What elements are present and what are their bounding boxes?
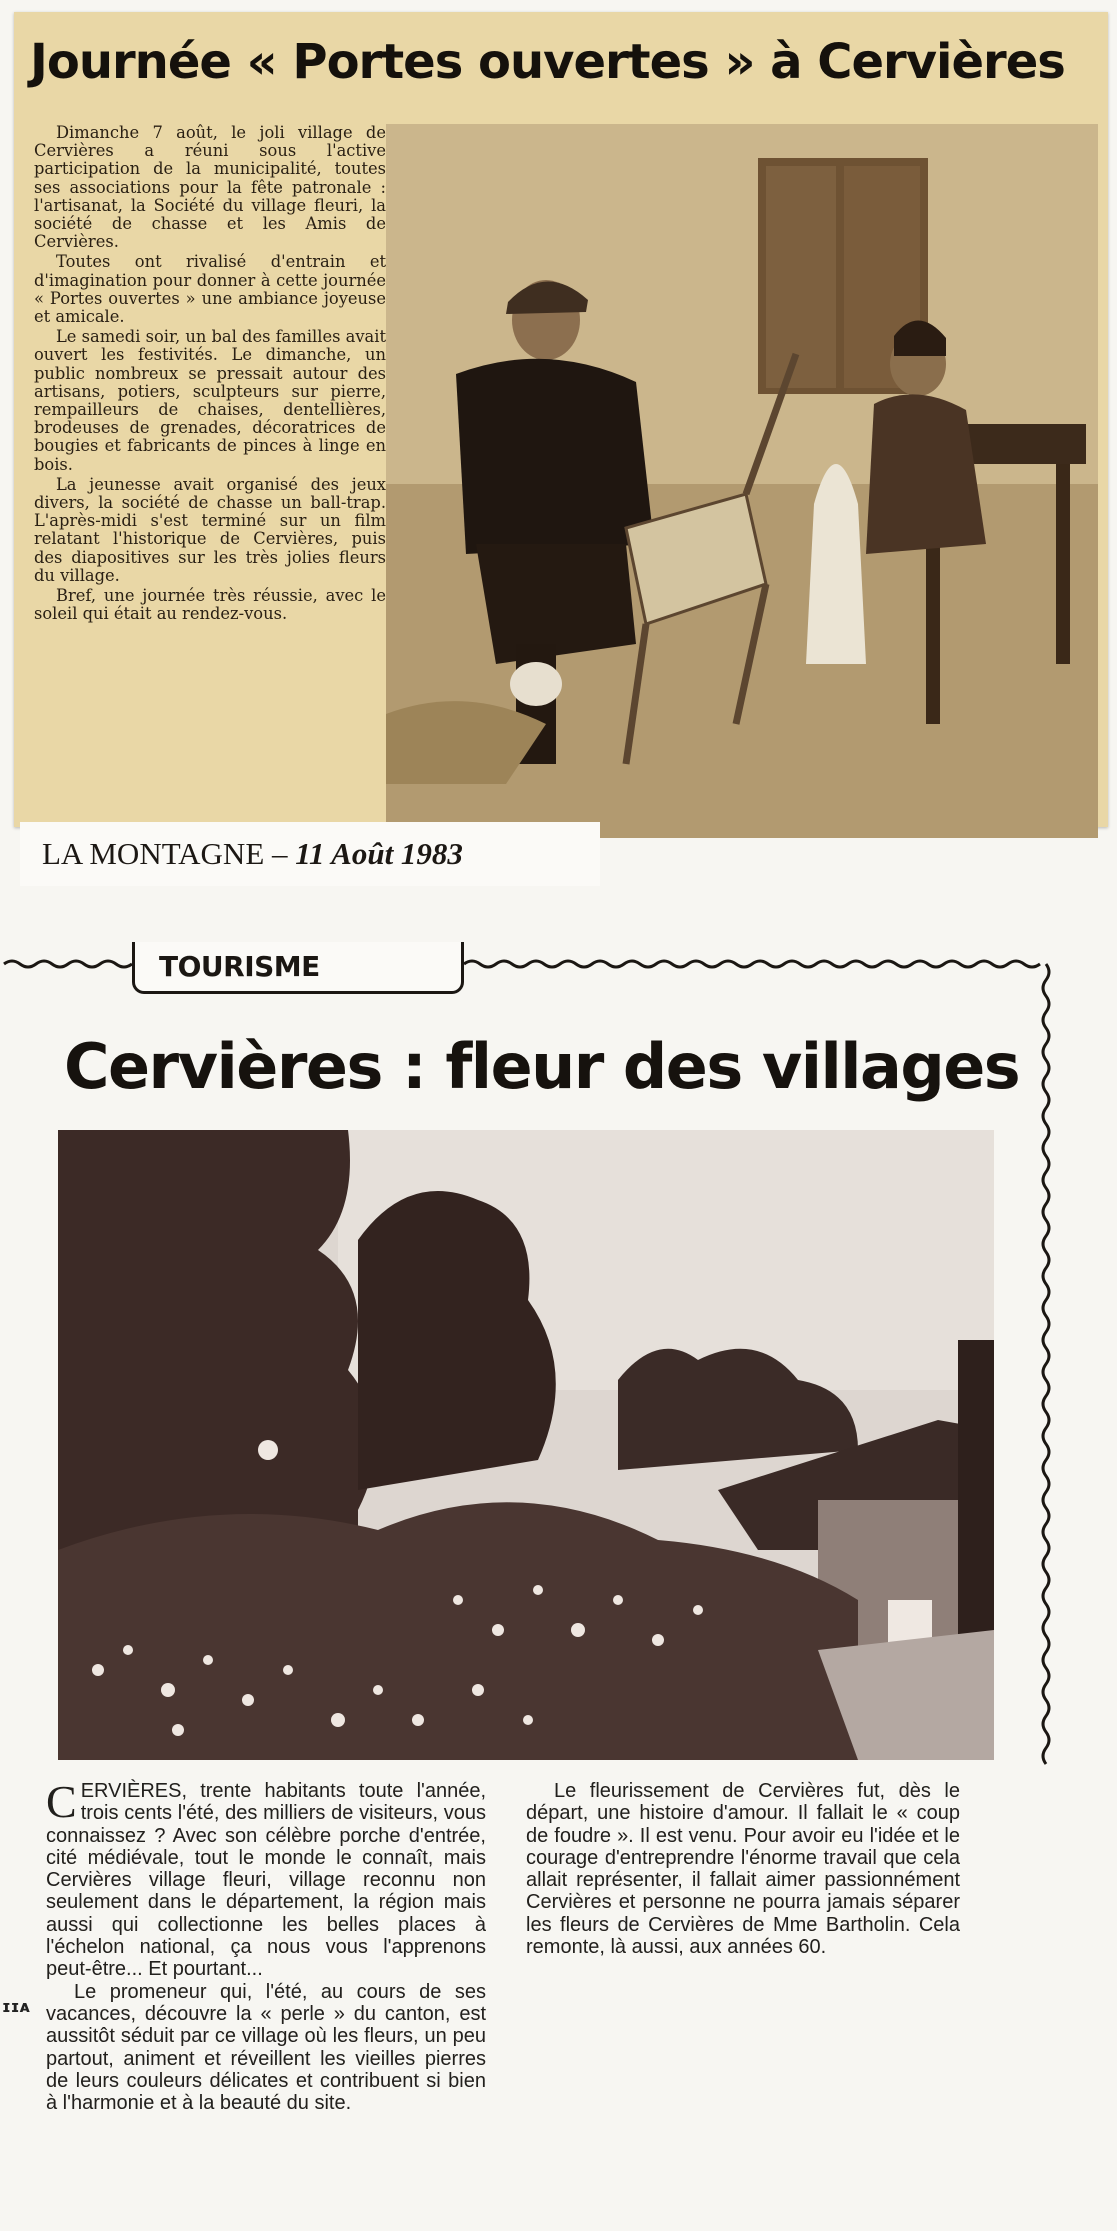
article-headline: Journée « Portes ouvertes » à Cervières [30,34,1065,90]
article-paragraph: Bref, une journée très réussie, avec le soleil qui était au rendez-vous. [34,586,386,624]
article-clipping-portes-ouvertes [14,12,1108,827]
article-paragraph: Toutes ont rivalisé d'entrain et d'imagination pour donner à cette journée « Portes ouvertes » une ambiance joyeuse et amicale. [34,252,386,327]
drop-cap: C [46,1776,77,1827]
photo-chair-caner [386,124,1098,838]
source-citation [20,822,600,886]
section-tab [132,942,464,994]
article-paragraph: Le promeneur qui, l'été, au cours de ses vacances, découvre la « perle » du canton, est aussitôt séduit par ce village où les fleurs, un peu partout, animent et réveillent les vieilles pierres de leurs couleurs délicates et contribuent si bien à l'harmonie et à la beauté du site. [46,1980,486,2115]
photo-artwork [386,124,1098,838]
article-column-right [526,1780,960,1958]
article-headline: Cervières : fleur des villages [64,1030,1020,1103]
publication-date: 11 Août 1983 [295,836,463,871]
article-paragraph: La jeunesse avait organisé des jeux divers, la société de chasse un ball-trap. L'après-midi s'est terminé sur un film relatant l'historique de Cervières, puis des diapositives sur les très jolies fleurs du village. [34,474,386,585]
bleed-through-text: ɪɪᴀ [2,1997,30,2016]
section-tab-label: TOURISME [159,950,320,983]
article-column-left [46,1776,486,2115]
newspaper-name: LA MONTAGNE – [42,836,288,871]
photo-village-garden [58,1130,994,1760]
article-body [34,124,386,814]
photo-artwork [58,1130,994,1760]
article-paragraph: Dimanche 7 août, le joli village de Cervières a réuni sous l'active participation de la municipalité, toutes ses associations pour la fête patronale : l'artisanat, la Société du village fleuri, la société de chasse et les Amis de Cervières. [34,123,386,252]
article-paragraph: Le samedi soir, un bal des familles avait ouvert les festivités. Le dimanche, un public nombreux se pressait autour des artisans, potiers, sculpteurs sur pierre, rempailleurs de chaises, dentellières, brodeuses de grenades, décoratrices de bougies et fabricants de pinces à linge en bois. [34,327,386,474]
article-paragraph: CERVIÈRES, trente habitants toute l'année, trois cents l'été, des milliers de visiteurs, vous connaissez ? Avec son célèbre porche d'entrée, cité médiévale, tout le monde le connaît, mais Cervières village fleuri, village reconnu non seulement dans le département, la région mais aussi qui collectionne les belles places à l'échelon national, ça nous vous l'apprenons peut-être... Et pourtant... [46,1776,486,1981]
article-clipping-fleur-des-villages [2,942,1058,2231]
article-paragraph: Le fleurissement de Cervières fut, dès le départ, une histoire d'amour. Il fallait le « coup de foudre ». Il est venu. Pour avoir eu l'idée et le courage d'entreprendre l'énorme travail que cela allait représenter, il fallait aimer passionnément Cervières et personne ne pourra jamais séparer les fleurs de Cervières de Mme Bartholin. Cela remonte, là aussi, aux années 60. [526,1780,960,1959]
